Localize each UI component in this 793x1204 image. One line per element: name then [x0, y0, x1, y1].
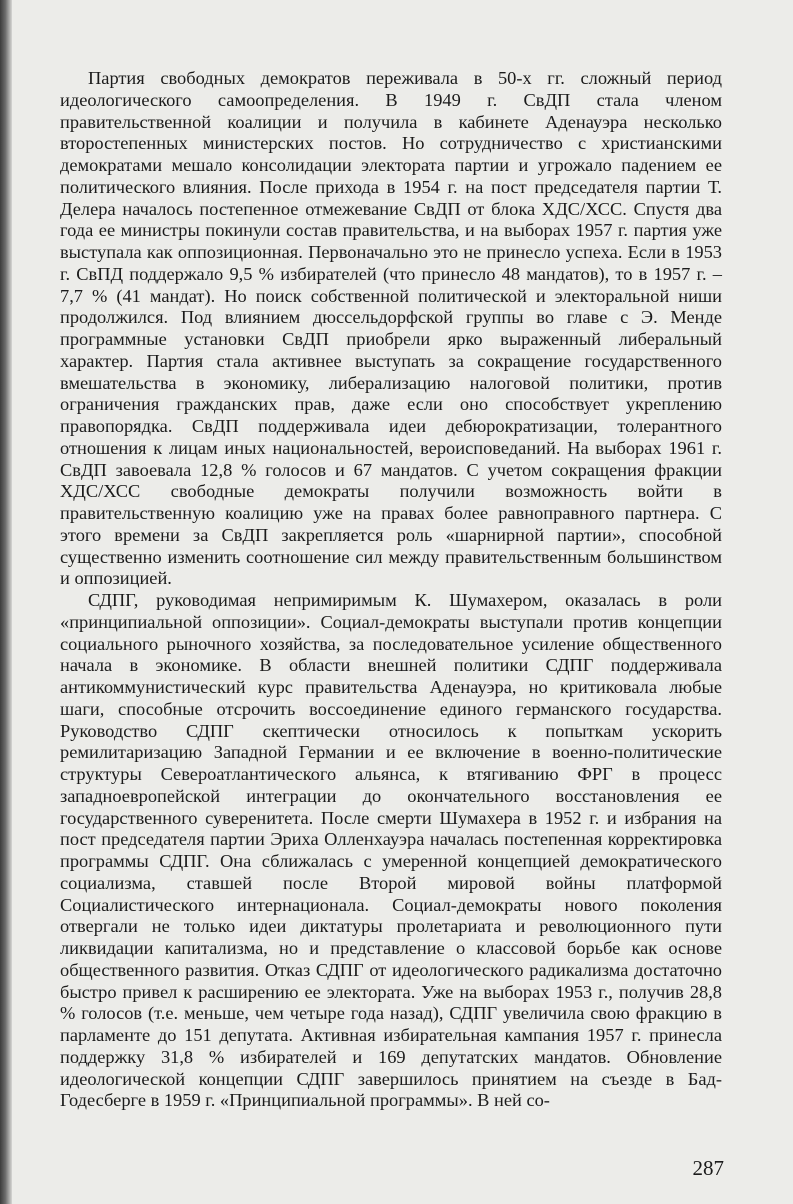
paragraph-spd: СДПГ, руководимая непримиримым К. Шумахером, оказалась в роли «принципиальной оппозиции». Социал-демократы выступали против концепции социального рыночного хозяйства, за последовательное усиление общественного начала в экономике. В области внешней политики СДПГ поддерживала антикоммунистический курс правительства Аденауэра, но критиковала любые шаги, способные отсрочить воссоединение единого германского государства. Руководство СДПГ скептически относилось к попыткам ускорить ремилитаризацию Западной Германии и ее включение в военно-политические структуры Североатлантического альянса, к втягиванию ФРГ в процесс западноевропейской интеграции до окончательного восстановления ее государственного суверенитета. После смерти Шумахера в 1952 г. и избрания на пост председателя партии Эриха Олленхауэра началась постепенная корректировка программы СДПГ. Она сближалась с умеренной концепцией демократического социализма, ставшей после Второй мировой войны платформой Социалистического интернационала. Социал-демократы нового поколения отвергали не только идеи диктатуры пролетариата и революционного пути ликвидации капитализма, но и представление о классовой борьбе как основе общественного развития. Отказ СДПГ от идеологического радикализма достаточно быстро привел к расширению ее электората. Уже на выборах 1953 г., получив 28,8 % голосов (т.е. меньше, чем четыре года назад), СДПГ увеличила свою фракцию в парламенте до 151 депутата. Активная избирательная кампания 1957 г. принесла поддержку 31,8 % избирателей и 169 депутатских мандатов. Обновление идеологической концепции СДПГ завершилось принятием на съезде в Бад-Годесберге в 1959 г. «Принципиальной программы». В ней со-: [60, 590, 722, 1111]
body-text: [60, 68, 722, 1112]
page-binding-shadow: [0, 0, 12, 1204]
paragraph-fdp: Партия свободных демократов переживала в 50-х гг. сложный период идеологического самоопределения. В 1949 г. СвДП стала членом правительственной коалиции и получила в кабинете Аденауэра несколько второстепенных министерских постов. Но сотрудничество с христианскими демократами мешало консолидации электората партии и угрожало падением ее политического влияния. После прихода в 1954 г. на пост председателя партии Т. Делера началось постепенное отмежевание СвДП от блока ХДС/ХСС. Спустя два года ее министры покинули состав правительства, и на выборах 1957 г. партия уже выступала как оппозиционная. Первоначально это не принесло успеха. Если в 1953 г. СвПД поддержало 9,5 % избирателей (что принесло 48 мандатов), то в 1957 г. – 7,7 % (41 мандат). Но поиск собственной политической и электоральной ниши продолжился. Под влиянием дюссельдорфской группы во главе с Э. Менде программные установки СвДП приобрели ярко выраженный либеральный характер. Партия стала активнее выступать за сокращение государственного вмешательства в экономику, либерализацию налоговой политики, против ограничения гражданских прав, даже если оно способствует укреплению правопорядка. СвДП поддерживала идеи дебюрократизации, толерантного отношения к лицам иных национальностей, вероисповеданий. На выборах 1961 г. СвДП завоевала 12,8 % голосов и 67 мандатов. С учетом сокращения фракции ХДС/ХСС свободные демократы получили возможность войти в правительственную коалицию уже на правах более равноправного партнера. С этого времени за СвДП закрепляется роль «шарнирной партии», способной существенно изменить соотношение сил между правительственным большинством и оппозицией.: [60, 68, 722, 589]
page-number: 287: [692, 1156, 724, 1180]
